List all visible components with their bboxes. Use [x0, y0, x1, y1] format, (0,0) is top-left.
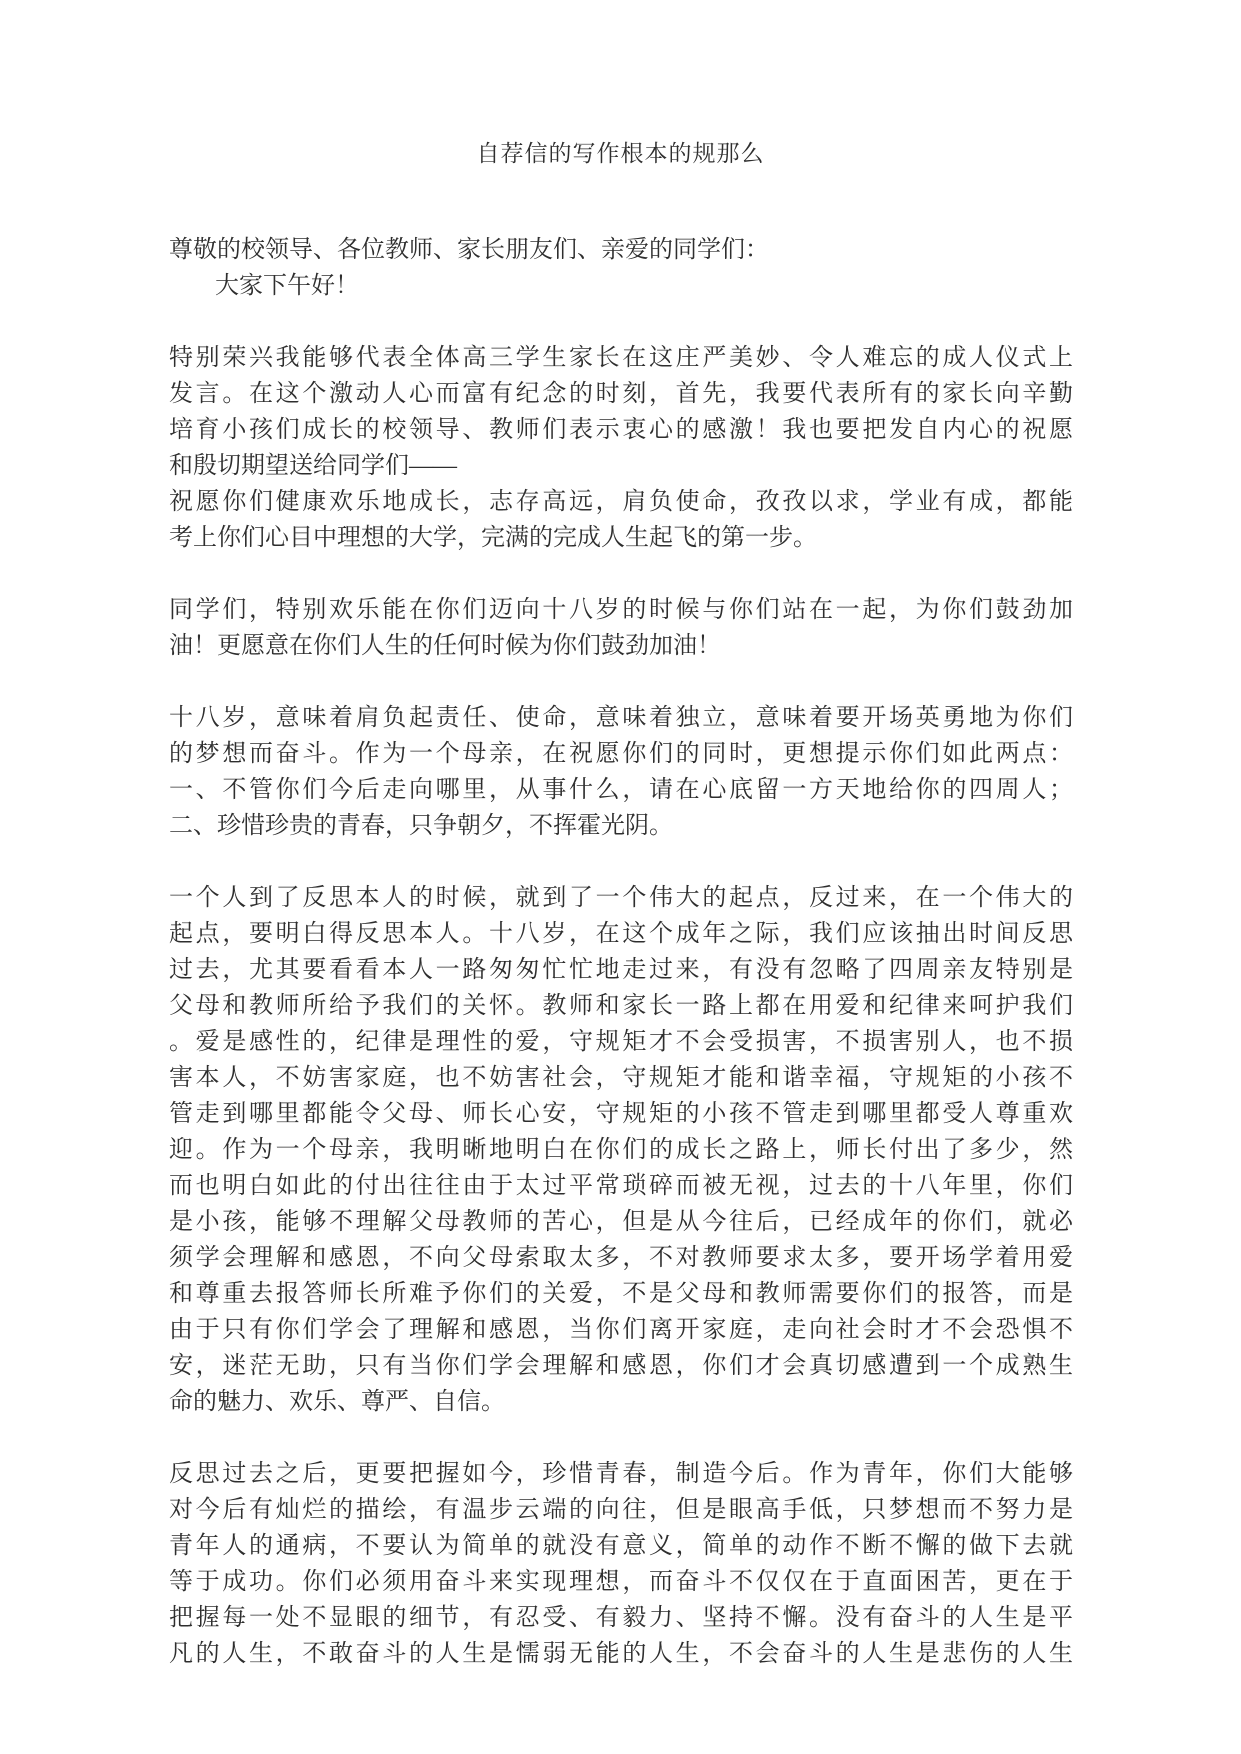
text-line: 同学们，特别欢乐能在你们迈向十八岁的时候与你们站在一起，为你们鼓劲加 [169, 597, 1073, 623]
paragraph [169, 1456, 1073, 1672]
paragraph [169, 232, 1073, 304]
paragraph [169, 700, 1073, 844]
text-line: 祝愿你们健康欢乐地成长，志存高远，肩负使命，孜孜以求，学业有成，都能 [169, 489, 1073, 515]
text-line: 一、不管你们今后走向哪里，从事什么，请在心底留一方天地给你的四周人； [169, 777, 1073, 803]
text-line: 油！更愿意在你们人生的任何时候为你们鼓劲加油！ [169, 633, 721, 659]
text-line: 命的魅力、欢乐、尊严、自信。 [169, 1389, 505, 1415]
text-line: 由于只有你们学会了理解和感恩，当你们离开家庭，走向社会时才不会恐惧不 [169, 1317, 1073, 1343]
text-line: 尊敬的校领导、各位教师、家长朋友们、亲爱的同学们： [169, 237, 769, 263]
text-line: 而也明白如此的付出往往由于太过平常琐碎而被无视，过去的十八年里，你们 [169, 1173, 1073, 1199]
text-line: 起点，要明白得反思本人。十八岁，在这个成年之际，我们应该抽出时间反思 [169, 921, 1073, 947]
text-line: 的梦想而奋斗。作为一个母亲，在祝愿你们的同时，更想提示你们如此两点： [169, 741, 1073, 767]
text-line: 父母和教师所给予我们的关怀。教师和家长一路上都在用爱和纪律来呵护我们 [169, 993, 1073, 1019]
text-line: 和尊重去报答师长所难予你们的关爱，不是父母和教师需要你们的报答，而是 [169, 1281, 1073, 1307]
text-line: 考上你们心目中理想的大学，完满的完成人生起飞的第一步。 [169, 525, 817, 551]
text-line: 等于成功。你们必须用奋斗来实现理想，而奋斗不仅仅在于直面困苦，更在于 [169, 1569, 1073, 1595]
text-line: 。爱是感性的，纪律是理性的爱，守规矩才不会受损害，不损害别人，也不损 [169, 1029, 1073, 1055]
text-line: 青年人的通病，不要认为简单的就没有意义，简单的动作不断不懈的做下去就 [169, 1533, 1073, 1559]
text-line: 和殷切期望送给同学们—— [169, 453, 457, 479]
text-line: 把握每一处不显眼的细节，有忍受、有毅力、坚持不懈。没有奋斗的人生是平 [169, 1605, 1073, 1631]
document-title: 自荐信的写作根本的规那么 [476, 141, 765, 166]
text-line: 十八岁，意味着肩负起责任、使命，意味着独立，意味着要开场英勇地为你们 [169, 705, 1073, 731]
text-line: 特别荣兴我能够代表全体高三学生家长在这庄严美妙、令人难忘的成人仪式上 [169, 345, 1073, 371]
text-line: 一个人到了反思本人的时候，就到了一个伟大的起点，反过来，在一个伟大的 [169, 885, 1073, 911]
text-line: 反思过去之后，更要把握如今，珍惜青春，制造今后。作为青年，你们大能够 [169, 1461, 1073, 1487]
paragraph [169, 880, 1073, 1420]
text-line: 安，迷茫无助，只有当你们学会理解和感恩，你们才会真切感遭到一个成熟生 [169, 1353, 1073, 1379]
text-line: 过去，尤其要看看本人一路匆匆忙忙地走过来，有没有忽略了四周亲友特别是 [169, 957, 1073, 983]
text-line: 须学会理解和感恩，不向父母索取太多，不对教师要求太多，要开场学着用爱 [169, 1245, 1073, 1271]
text-line: 害本人，不妨害家庭，也不妨害社会，守规矩才能和谐幸福，守规矩的小孩不 [169, 1065, 1073, 1091]
text-line: 二、珍惜珍贵的青春，只争朝夕，不挥霍光阴。 [169, 813, 673, 839]
text-line: 大家下午好！ [215, 273, 359, 299]
text-line: 迎。作为一个母亲，我明晰地明白在你们的成长之路上，师长付出了多少，然 [169, 1137, 1073, 1163]
text-line: 凡的人生，不敢奋斗的人生是懦弱无能的人生，不会奋斗的人生是悲伤的人生 [169, 1641, 1073, 1667]
text-line: 发言。在这个激动人心而富有纪念的时刻，首先，我要代表所有的家长向辛勤 [169, 381, 1073, 407]
text-line: 管走到哪里都能令父母、师长心安，守规矩的小孩不管走到哪里都受人尊重欢 [169, 1101, 1073, 1127]
paragraph [169, 592, 1073, 664]
paragraph [169, 340, 1073, 556]
text-line: 对今后有灿烂的描绘，有温步云端的向往，但是眼高手低，只梦想而不努力是 [169, 1497, 1073, 1523]
text-line: 是小孩，能够不理解父母教师的苦心，但是从今往后，已经成年的你们，就必 [169, 1209, 1073, 1235]
text-line: 培育小孩们成长的校领导、教师们表示衷心的感激！我也要把发自内心的祝愿 [169, 417, 1073, 443]
document-body [169, 232, 1073, 1672]
